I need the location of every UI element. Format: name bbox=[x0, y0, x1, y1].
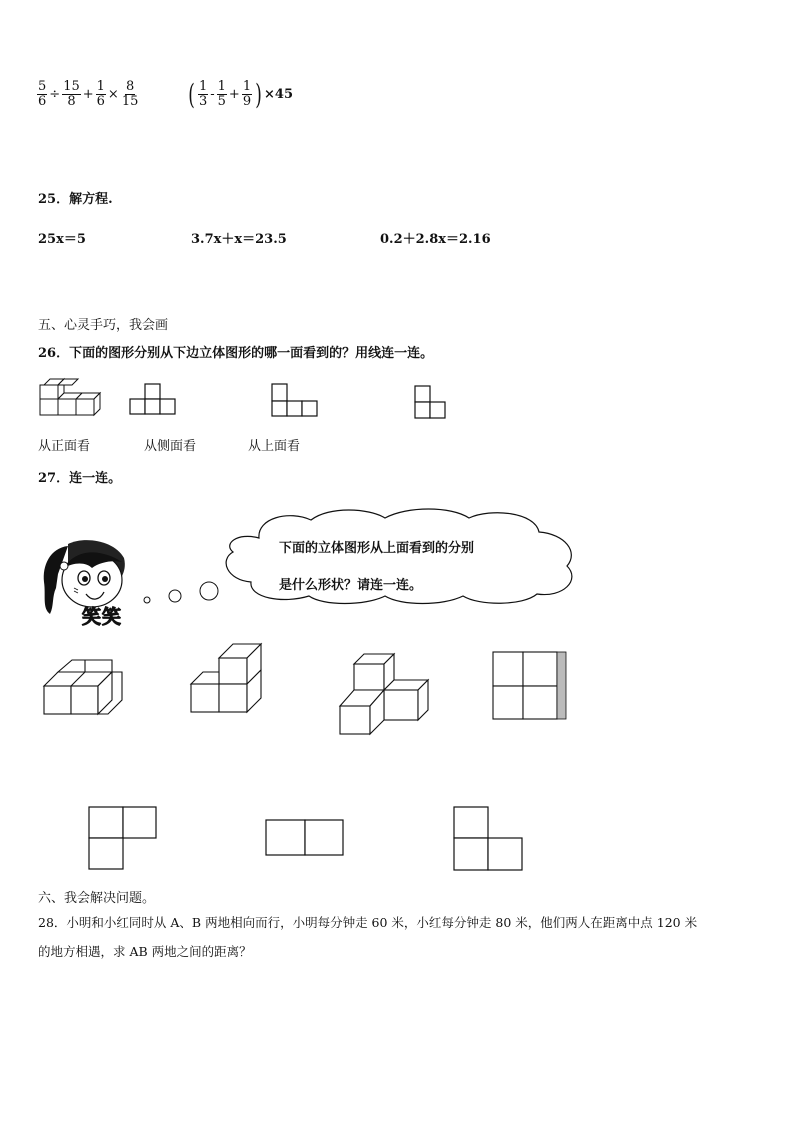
label-side-view: 从侧面看 bbox=[144, 439, 197, 454]
q27-solid-figure-3 bbox=[340, 650, 430, 736]
q27-top-view-1 bbox=[88, 806, 158, 870]
fraction: $\frac{15}{8}$ bbox=[63, 79, 80, 109]
q27-solid-figure-1 bbox=[44, 660, 122, 716]
expression-2 bbox=[186, 77, 294, 111]
cloud-text-line-1: 下面的立体图形从上面看到的分别 bbox=[279, 541, 475, 556]
q27-top-view-3 bbox=[453, 806, 525, 872]
operator: + bbox=[228, 87, 240, 102]
label-top-view: 从上面看 bbox=[248, 439, 301, 454]
q27-solid-figure-2 bbox=[189, 642, 265, 714]
expression-1 bbox=[36, 80, 140, 109]
operator: + bbox=[82, 87, 94, 102]
q27-title: 27．连一连。 bbox=[38, 471, 122, 486]
fraction: $\frac{8}{15}$ bbox=[121, 79, 139, 109]
fraction: $\frac{1}{6}$ bbox=[96, 79, 105, 109]
q26-solid-figure bbox=[38, 377, 100, 417]
section-6-title: 六、我会解决问题。 bbox=[38, 891, 156, 906]
operator: ÷ bbox=[49, 87, 61, 102]
label-front-view: 从正面看 bbox=[38, 439, 91, 454]
fraction: $\frac{1}{5}$ bbox=[217, 79, 226, 109]
close-paren: ) bbox=[255, 77, 262, 111]
q26-view-3 bbox=[414, 385, 446, 419]
equation-3: 0.2＋2.8x＝2.16 bbox=[380, 232, 491, 247]
q27-solid-figure-4 bbox=[492, 651, 568, 721]
fraction: $\frac{1}{9}$ bbox=[242, 79, 252, 109]
q28-line-2: 的地方相遇，求 AB 两地之间的距离？ bbox=[38, 944, 252, 959]
fraction: $\frac{5}{6}$ bbox=[38, 79, 47, 109]
equation-2: 3.7x＋x＝23.5 bbox=[191, 232, 287, 247]
open-paren: ( bbox=[188, 77, 195, 111]
q25-title: 25．解方程. bbox=[38, 192, 113, 207]
q27-top-view-2 bbox=[265, 819, 345, 857]
operator: × bbox=[107, 87, 119, 102]
q26-view-2 bbox=[272, 383, 318, 417]
girl-caption: 笑笑 bbox=[82, 606, 123, 628]
q26-title: 26．下面的图形分别从下边立体图形的哪一面看到的？用线连一连。 bbox=[38, 346, 434, 361]
fraction: $\frac{1}{3}$ bbox=[198, 79, 208, 109]
thought-bubbles bbox=[140, 578, 220, 604]
q28-line-1: 28．小明和小红同时从 A、B 两地相向而行，小明每分钟走 60 米，小红每分钟走 80 米，他们两人在距离中点 120 米 bbox=[38, 915, 698, 930]
operator: - bbox=[210, 87, 215, 102]
section-5-title: 五、心灵手巧，我会画 bbox=[38, 318, 169, 333]
multiply-45: ×45 bbox=[264, 87, 294, 102]
cloud-text-line-2: 是什么形状？请连一连。 bbox=[279, 578, 423, 593]
q26-view-1 bbox=[130, 383, 176, 415]
equation-1: 25x＝5 bbox=[38, 232, 86, 247]
